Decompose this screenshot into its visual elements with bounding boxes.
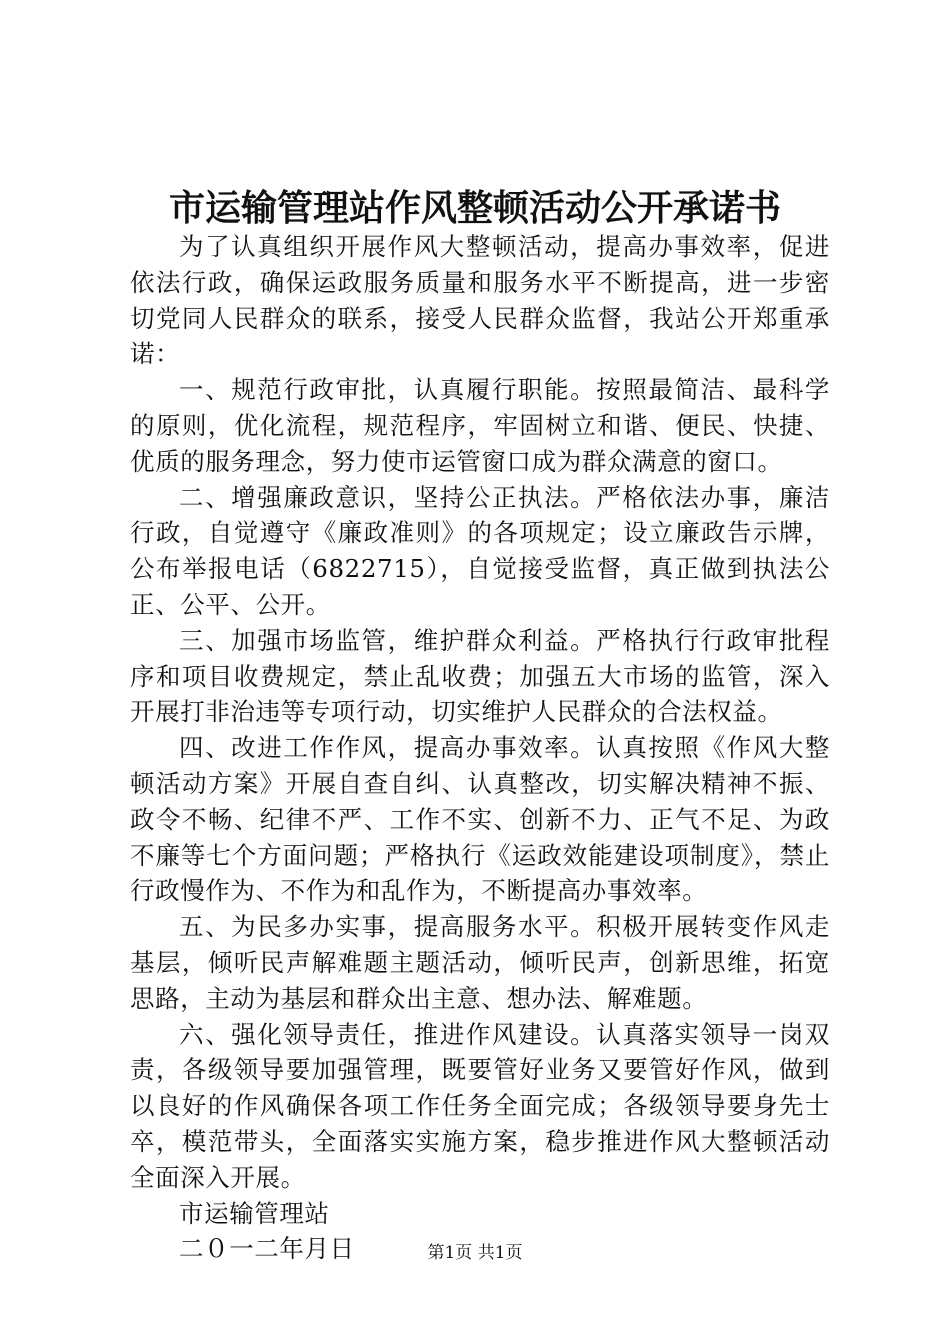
commitment-paragraph-5: 五、为民多办实事，提高服务水平。积极开展转变作风走基层，倾听民声解难题主题活动，倾听民声，创新思维，拓宽思路，主动为基层和群众出主意、想办法、解难题。 xyxy=(130,912,830,1013)
commitment-paragraph-6: 六、强化领导责任，推进作风建设。认真落实领导一岗双责，各级领导要加强管理，既要管好业务又要管好作风，做到以良好的作风确保各项工作任务全面完成；各级领导要身先士卒，模范带头，全面落实实施方案，稳步推进作风大整顿活动全面深入开展。 xyxy=(130,1019,830,1192)
document-body xyxy=(130,229,830,1267)
commitment-paragraph-2: 二、增强廉政意识，坚持公正执法。严格依法办事，廉洁行政，自觉遵守《廉政准则》的各项规定；设立廉政告示牌，公布举报电话（6822715），自觉接受监督，真正做到执法公正、公平、公开。 xyxy=(130,482,830,619)
document-title: 市运输管理站作风整顿活动公开承诺书 xyxy=(168,187,781,229)
page-number-footer: 第1页 共1页 xyxy=(427,1243,523,1263)
commitment-paragraph-4: 四、改进工作作风，提高办事效率。认真按照《作风大整顿活动方案》开展自查自纠、认真整改，切实解决精神不振、政令不畅、纪律不严、工作不实、创新不力、正气不足、为政不廉等七个方面问题；严格执行《运政效能建设项制度》，禁止行政慢作为、不作为和乱作为，不断提高办事效率。 xyxy=(130,733,830,906)
intro-paragraph: 为了认真组织开展作风大整顿活动，提高办事效率，促进依法行政，确保运政服务质量和服务水平不断提高，进一步密切党同人民群众的联系，接受人民群众监督，我站公开郑重承诺： xyxy=(130,232,830,369)
date-line: 二０一二年月日 xyxy=(179,1234,355,1264)
commitment-paragraph-1: 一、规范行政审批，认真履行职能。按照最简洁、最科学的原则，优化流程，规范程序，牢固树立和谐、便民、快捷、优质的服务理念，努力使市运管窗口成为群众满意的窗口。 xyxy=(130,375,830,476)
signature-line: 市运输管理站 xyxy=(179,1198,330,1228)
commitment-paragraph-3: 三、加强市场监管，维护群众利益。严格执行行政审批程序和项目收费规定，禁止乱收费；加强五大市场的监管，深入开展打非治违等专项行动，切实维护人民群众的合法权益。 xyxy=(130,625,830,727)
